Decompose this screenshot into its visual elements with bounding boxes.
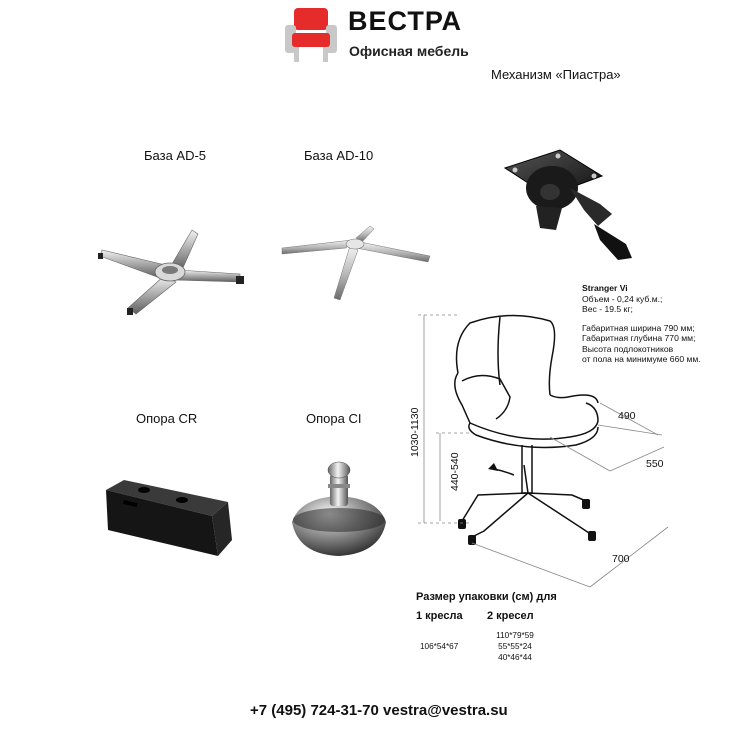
contact-info: +7 (495) 724-31-70 vestra@vestra.su <box>250 702 508 719</box>
packaging-col1-header: 1 кресла <box>416 610 463 622</box>
dim-base-diameter: 700 <box>612 553 630 565</box>
packaging-col2-values <box>489 630 541 663</box>
spec-armrest-height: Высота подлокотников <box>582 343 674 354</box>
brand-name: ВЕСТРА <box>348 6 462 36</box>
packaging-title: Размер упаковки (см) для <box>416 591 557 603</box>
packaging-col1-value: 106*54*67 <box>420 642 459 651</box>
base-ad10-image <box>278 224 436 304</box>
dim-seat-height: 440-540 <box>449 452 461 491</box>
mechanism-image <box>500 148 640 268</box>
packaging-col2-header: 2 кресел <box>487 610 534 622</box>
dim-seat-width: 550 <box>646 458 664 470</box>
spec-block <box>582 283 701 365</box>
spec-volume: Объем - 0,24 куб.м.; <box>582 293 663 304</box>
base-ad10-label: База AD-10 <box>304 148 374 163</box>
logo-icon <box>283 7 339 63</box>
packaging-value-3: 40*46*44 <box>498 653 532 662</box>
support-ci-image <box>284 458 394 558</box>
spec-depth: Габаритная глубина 770 мм; <box>582 333 696 343</box>
spec-weight: Вес - 19.5 кг; <box>582 304 633 314</box>
mechanism-label: Механизм «Пиастра» <box>491 67 621 82</box>
dim-seat-depth: 490 <box>618 410 636 422</box>
packaging-value-1: 110*79*59 <box>496 631 534 640</box>
support-cr-label: Опора CR <box>136 411 198 426</box>
spec-width: Габаритная ширина 790 мм; <box>582 322 695 333</box>
spec-armrest-height-cont: от пола на минимуме 660 мм. <box>582 354 701 364</box>
base-ad5-image <box>98 226 248 318</box>
spec-model: Stranger Vi <box>582 283 628 293</box>
support-ci-label: Опора CI <box>306 411 362 426</box>
brand-subtitle: Офисная мебель <box>349 43 469 59</box>
support-cr-image <box>100 476 234 558</box>
dim-total-height: 1030-1130 <box>409 407 421 457</box>
packaging-value-2: 55*55*24 <box>498 642 532 651</box>
base-ad5-label: База AD-5 <box>144 148 207 163</box>
